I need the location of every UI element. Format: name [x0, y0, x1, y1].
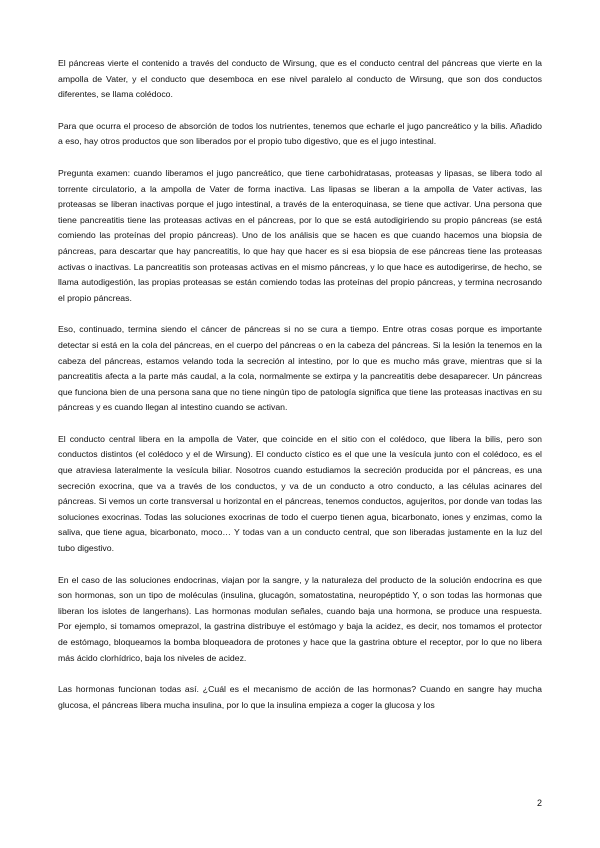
paragraph-cancer-pancreas: Eso, continuado, termina siendo el cáncer de páncreas si no se cura a tiempo. Entre otras cosas porque es importante detectar si está en la cola del páncreas, en el cuerpo del páncreas o en la cabeza del páncreas. Si la lesión la tenemos en la cabeza del páncreas, estamos velando toda la secreción al intestino, por lo que es mucho más grave, mientras que si la pancreatitis afecta a la parte más caudal, a la cola, normalmente se extirpa y la pancreatitis debe desaparecer. Un páncreas que funciona bien de una persona sana que no tiene ningún tipo de patología significa que tiene las proteasas inactivas en su páncreas y es cuando llegan al intestino cuando se activan.	[58, 324, 542, 413]
paragraph-conducto-central: El conducto central libera en la ampolla de Vater, que coincide en el sitio con el colédoco, que libera la bilis, pero son conductos distintos (el colédoco y el de Wirsung). El conducto cístico es el que une la vesícula junto con el colédoco, es el que atraviesa lateralmente la vesícula biliar. Nosotros cuando estudiamos la secreción producida por el páncreas, es una secreción exocrina, que va a través de los conductos, y va de un conducto a otro conducto, a las células acinares del páncreas. Si vemos un corte transversal u horizontal en el páncreas, tenemos conductos, agujeritos, por donde van todas las soluciones exocrinas. Todas las soluciones exocrinas de todo el cuerpo tienen agua, bicarbonato, iones y enzimas, como la saliva, que tiene agua, bicarbonato, moco… Y todas van a un conducto central, que son liberadas justamente en la luz del tubo digestivo.	[58, 433, 542, 554]
paragraph-wirsung: El páncreas vierte el contenido a través del conducto de Wirsung, que es el conducto central del páncreas que vierte en la ampolla de Vater, y el conducto que desemboca en ese nivel paralelo al conducto de Wirsung, que son dos conductos diferentes, se llama colédoco.	[58, 58, 542, 100]
paragraph-absorcion: Para que ocurra el proceso de absorción de todos los nutrientes, tenemos que echarle el jugo pancreático y la bilis. Añadido a eso, hay otros productos que son liberados por el propio tubo digestivo, que es el jugo intestinal.	[58, 120, 542, 147]
paragraph-pregunta-examen: Pregunta examen: cuando liberamos el jugo pancreático, que tiene carbohidratasas, proteasas y lipasas, se libera todo al torrente circulatorio, a la ampolla de Vater de forma inactiva. Las lipasas se liberan a la ampolla de Vater activas, las proteasas se liberan inactivas porque el jugo intestinal, a través de la enteroquinasa, se tiene que activar. Una persona que tiene pancreatitis tiene las proteasas activas en el páncreas, por lo que se está autodigiriendo su propio páncreas (se está comiendo las proteínas del propio páncreas). Uno de los análisis que se hacen es que cuando hacemos una biopsia de páncreas, para descartar que hay pancreatitis, lo que hay que hacer es si esa biopsia de ese páncreas tiene las proteasas activas o inactivas. La pancreatitis son proteasas activas en el mismo páncreas, y lo que hace es autodigerirse, de hecho, se llama autodigestión, las propias proteasas se están comiendo todas las proteínas del propio páncreas, y termina necrosando el propio páncreas.	[58, 167, 542, 303]
page-body	[58, 56, 542, 713]
page-number: 2	[536, 798, 542, 808]
paragraph-hormonas: Las hormonas funcionan todas así. ¿Cuál es el mecanismo de acción de las hormonas? Cuando en sangre hay mucha glucosa, el páncreas libera mucha insulina, por lo que la insulina empieza a coger la glucosa y los	[58, 684, 542, 710]
paragraph-soluciones-endocrinas: En el caso de las soluciones endocrinas, viajan por la sangre, y la naturaleza del producto de la solución endocrina es que son hormonas, son un tipo de moléculas (insulina, glucagón, somatostatina, neuropéptido Y, o son todas las hormonas que liberan los islotes de langerhans). Las hormonas modulan señales, cuando baja una hormona, se produce una respuesta. Por ejemplo, si tomamos omeprazol, la gastrina distribuye el estómago y baja la acidez, es decir, nos tomamos el protector de estómago, bloqueamos la bomba bloqueadora de protones y hace que la gastrina obture el receptor, por lo que no libera más ácido clorhídrico, baja los niveles de acidez.	[58, 574, 542, 663]
